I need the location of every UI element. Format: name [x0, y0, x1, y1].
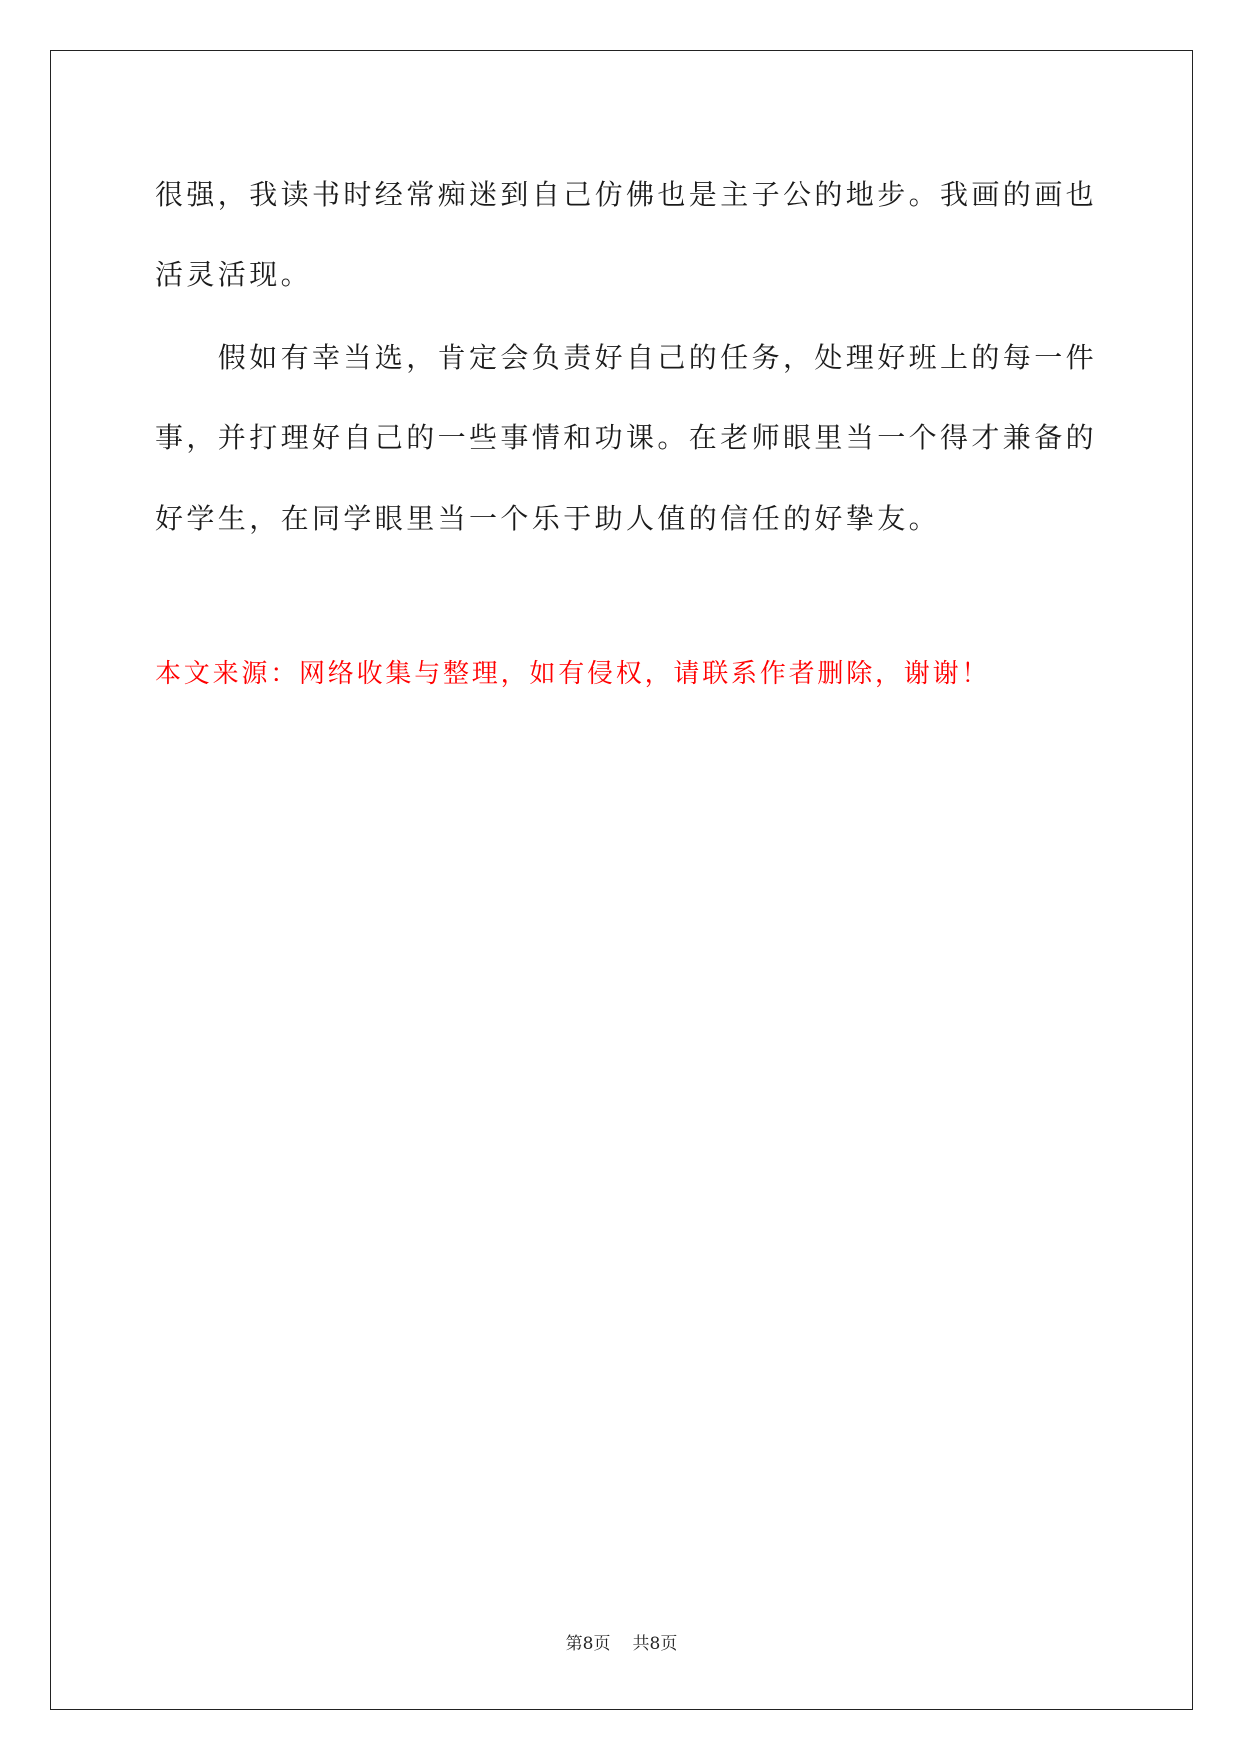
source-disclaimer: 本文来源：网络收集与整理，如有侵权，请联系作者删除，谢谢！	[155, 659, 991, 689]
paragraph-1-line-2: 活灵活现。	[155, 258, 313, 291]
paragraph-2-line-1: 假如有幸当选，肯定会负责好自己的任务，处理好班上的每一件	[217, 341, 1098, 374]
total-pages: 共8页	[632, 1634, 678, 1654]
page-number: 第8页	[565, 1634, 611, 1654]
paragraph-2-line-2: 事，并打理好自己的一些事情和功课。在老师眼里当一个得才兼备的	[155, 421, 1098, 454]
document-page	[50, 50, 1193, 1710]
paragraph-1-line-1: 很强，我读书时经常痴迷到自己仿佛也是主子公的地步。我画的画也	[155, 178, 1098, 211]
page-footer	[51, 1633, 1192, 1655]
paragraph-2-line-3: 好学生，在同学眼里当一个乐于助人值的信任的好挚友。	[155, 502, 941, 535]
